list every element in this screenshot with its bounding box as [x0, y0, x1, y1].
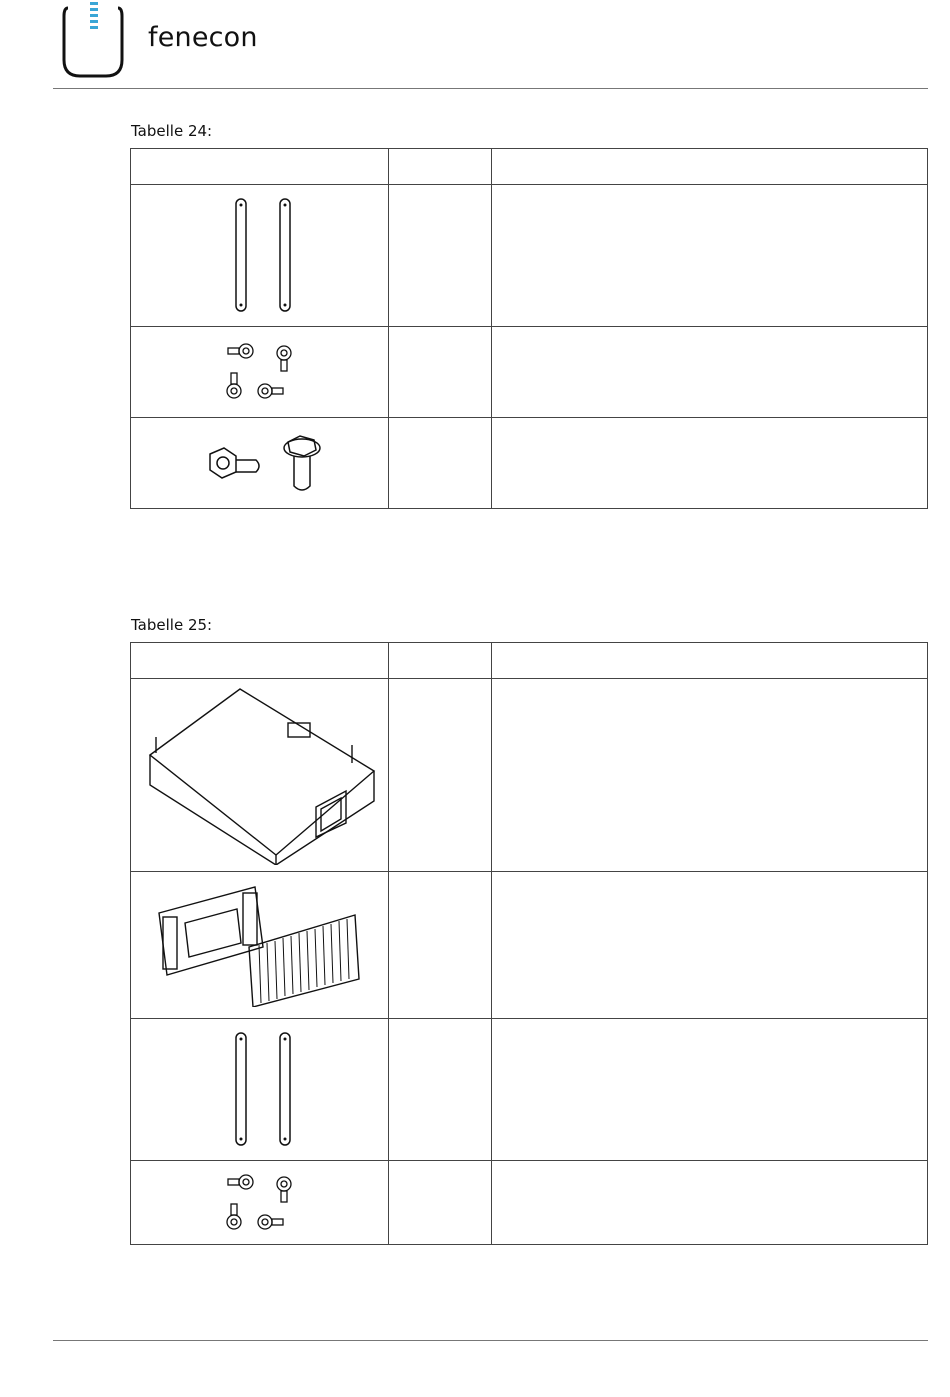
table24-header-cell-1	[131, 149, 389, 185]
table24	[130, 148, 928, 509]
footer-divider	[53, 1340, 928, 1341]
brand-name: fenecon	[148, 22, 258, 53]
quantity-cell	[389, 185, 492, 327]
table24-header-cell-2	[389, 149, 492, 185]
table24-header-row	[131, 149, 928, 185]
quantity-cell	[389, 1161, 492, 1245]
table25-caption: Tabelle 25:	[131, 616, 213, 634]
table-row	[131, 1161, 928, 1245]
mounting-strips-icon	[210, 1031, 310, 1149]
description-cell	[492, 327, 928, 418]
description-cell	[492, 1019, 928, 1161]
table-row	[131, 679, 928, 872]
image-cell	[131, 872, 389, 1019]
fenecon-logo-icon	[60, 0, 126, 80]
table25	[130, 642, 928, 1245]
table24-caption: Tabelle 24:	[131, 122, 213, 140]
image-cell	[131, 679, 389, 872]
table25-header-cell-2	[389, 643, 492, 679]
mounting-strips-icon	[210, 197, 310, 315]
quantity-cell	[389, 327, 492, 418]
table-row	[131, 327, 928, 418]
table25-header-cell-1	[131, 643, 389, 679]
header-divider	[53, 88, 928, 89]
description-cell	[492, 1161, 928, 1245]
table25-header-row	[131, 643, 928, 679]
image-cell	[131, 1161, 389, 1245]
image-cell	[131, 418, 389, 509]
table-row	[131, 185, 928, 327]
bracket-and-cover-icon	[155, 883, 365, 1007]
quantity-cell	[389, 1019, 492, 1161]
small-screws-icon	[220, 339, 300, 405]
battery-module-icon	[140, 685, 380, 865]
table-row	[131, 1019, 928, 1161]
quantity-cell	[389, 872, 492, 1019]
table24-header-cell-3	[492, 149, 928, 185]
table-row	[131, 872, 928, 1019]
description-cell	[492, 679, 928, 872]
image-cell	[131, 185, 389, 327]
description-cell	[492, 872, 928, 1019]
description-cell	[492, 185, 928, 327]
image-cell	[131, 1019, 389, 1161]
table25-header-cell-3	[492, 643, 928, 679]
image-cell	[131, 327, 389, 418]
small-screws-icon	[220, 1170, 300, 1236]
table-row	[131, 418, 928, 509]
hex-bolts-icon	[190, 428, 330, 498]
description-cell	[492, 418, 928, 509]
quantity-cell	[389, 679, 492, 872]
quantity-cell	[389, 418, 492, 509]
